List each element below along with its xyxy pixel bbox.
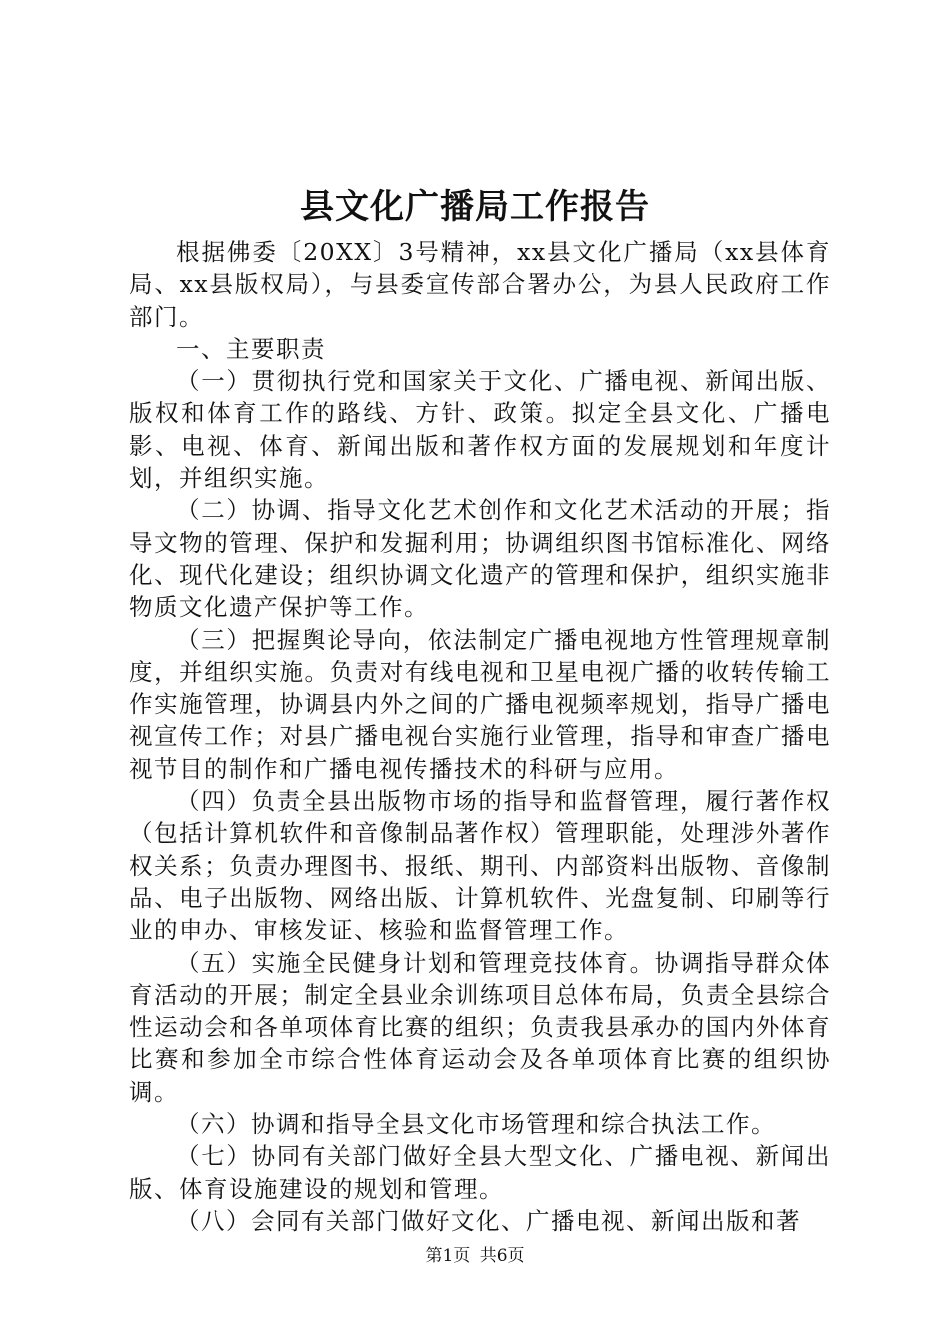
paragraph-duty-8: （八）会同有关部门做好文化、广播电视、新闻出版和著 [176, 1206, 801, 1235]
page-footer [0, 1244, 950, 1268]
paragraph-duty-1: （一）贯彻执行党和国家关于文化、广播电视、新闻出版、版权和体育工作的路线、方针、政策。拟定全县文化、广播电影、电视、体育、新闻出版和著作权方面的发展规划和年度计划，并组织实施。 [129, 367, 831, 493]
document-body [129, 236, 831, 1237]
paragraph-duty-4: （四）负责全县出版物市场的指导和监督管理，履行著作权（包括计算机软件和音像制品著作权）管理职能，处理涉外著作权关系；负责办理图书、报纸、期刊、内部资料出版物、音像制品、电子出版物、网络出版、计算机软件、光盘复制、印刷等行业的申办、审核发证、核验和监督管理工作。 [129, 787, 831, 945]
paragraph-duty-7: （七）协同有关部门做好全县大型文化、广播电视、新闻出版、体育设施建设的规划和管理。 [129, 1142, 831, 1203]
paragraph-intro: 根据佛委〔20XX〕3号精神，xx县文化广播局（xx县体育局、xx县版权局），与县委宣传部合署办公，为县人民政府工作部门。 [129, 238, 831, 331]
page-total: 共6页 [479, 1246, 525, 1266]
paragraph-duty-2: （二）协调、指导文化艺术创作和文化艺术活动的开展；指导文物的管理、保护和发掘利用；协调组织图书馆标准化、网络化、现代化建设；组织协调文化遗产的管理和保护，组织实施非物质文化遗产保护等工作。 [129, 496, 831, 622]
paragraph-duty-6: （六）协调和指导全县文化市场管理和综合执法工作。 [176, 1110, 776, 1139]
document-title: 县文化广播局工作报告 [300, 187, 650, 227]
page-number: 第1页 [425, 1246, 471, 1266]
paragraph-duty-3: （三）把握舆论导向，依法制定广播电视地方性管理规章制度，并组织实施。负责对有线电视和卫星电视广播的收转传输工作实施管理，协调县内外之间的广播电视频率规划，指导广播电视宣传工作；对县广播电视台实施行业管理，指导和审查广播电视节目的制作和广播电视传播技术的科研与应用。 [129, 625, 831, 783]
section-heading-main-duties: 一、主要职责 [176, 334, 326, 363]
paragraph-duty-5: （五）实施全民健身计划和管理竞技体育。协调指导群众体育活动的开展；制定全县业余训练项目总体布局，负责全县综合性运动会和各单项体育比赛的组织；负责我县承办的国内外体育比赛和参加全市综合性体育运动会及各单项体育比赛的组织协调。 [129, 948, 831, 1106]
